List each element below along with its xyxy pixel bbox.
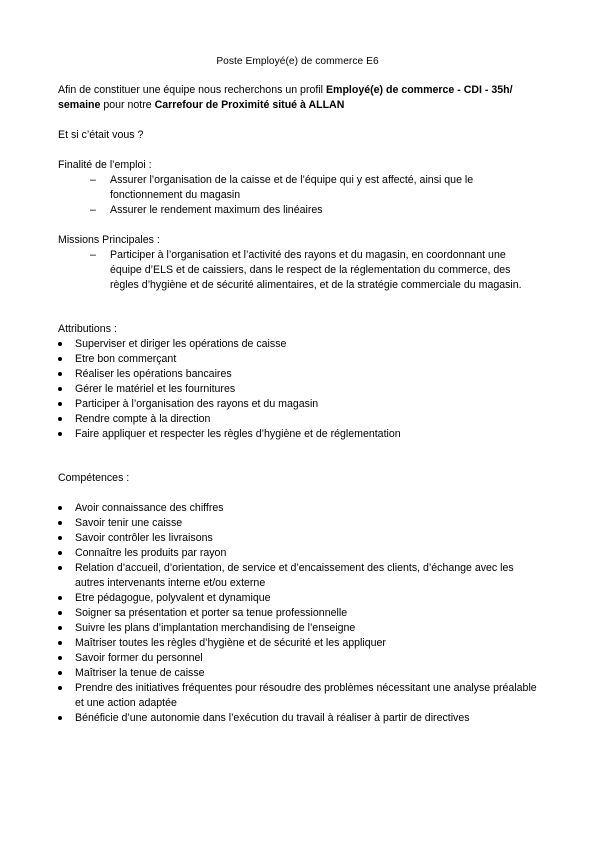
bullet-icon <box>58 596 62 600</box>
list-item-text: Savoir former du personnel <box>75 652 203 664</box>
list-item <box>58 382 538 397</box>
bullet-icon <box>58 342 62 346</box>
list-item <box>58 666 538 681</box>
list-item-text: Savoir tenir une caisse <box>75 517 183 529</box>
list-item <box>58 681 538 711</box>
list-item-text: Prendre des initiatives fréquentes pour résoudre des problèmes nécessitant une analyse préalable et une action adaptée <box>75 682 537 709</box>
list-item <box>58 531 538 546</box>
list-item <box>58 591 538 606</box>
list-item <box>58 711 538 726</box>
intro-text-1: Afin de constituer une équipe nous recherchons un profil <box>58 84 326 96</box>
list-item-text: Participer à l’organisation des rayons et du magasin <box>75 398 319 410</box>
bullet-icon <box>58 566 62 570</box>
intro-store-name: Carrefour de Proximité situé à ALLAN <box>154 99 345 111</box>
dash-marker: – <box>90 249 96 261</box>
bullet-icon <box>58 686 62 690</box>
intro-paragraph <box>58 83 538 113</box>
list-item-text: Maîtriser toutes les règles d’hygiène et de sécurité et les appliquer <box>75 637 386 649</box>
question-line: Et si c’était vous ? <box>58 129 144 141</box>
list-item-text: Maîtriser la tenue de caisse <box>75 667 205 679</box>
bullet-icon <box>58 387 62 391</box>
bullet-icon <box>58 656 62 660</box>
list-item-text: Soigner sa présentation et porter sa tenue professionnelle <box>75 607 348 619</box>
finalite-item-text: Assurer l’organisation de la caisse et de l’équipe qui y est affecté, ainsi que le fonctionnement du magasin <box>110 174 474 201</box>
list-item-text: Etre bon commerçant <box>75 353 177 365</box>
list-item <box>58 501 538 516</box>
list-item-text: Connaître les produits par rayon <box>75 547 227 559</box>
competences-heading: Compétences : <box>58 472 130 484</box>
list-item-text: Savoir contrôler les livraisons <box>75 532 213 544</box>
list-item <box>58 397 538 412</box>
list-item <box>58 651 538 666</box>
bullet-icon <box>58 417 62 421</box>
list-item-text: Etre pédagogue, polyvalent et dynamique <box>75 592 271 604</box>
competences-list <box>58 501 538 726</box>
bullet-icon <box>58 506 62 510</box>
list-item <box>58 621 538 636</box>
bullet-icon <box>58 626 62 630</box>
bullet-icon <box>58 551 62 555</box>
bullet-icon <box>58 641 62 645</box>
list-item <box>58 516 538 531</box>
finalite-heading: Finalité de l’emploi : <box>58 159 152 171</box>
list-item-text: Suivre les plans d’implantation merchandising de l’enseigne <box>75 622 356 634</box>
intro-job-title: Employé(e) de commerce - CDI - 35h/ semaine <box>58 84 513 111</box>
list-item-text: Gérer le matériel et les fournitures <box>75 383 236 395</box>
finalite-item-text: Assurer le rendement maximum des linéaires <box>110 204 323 216</box>
list-item <box>58 636 538 651</box>
bullet-icon <box>58 372 62 376</box>
page-title: Poste Employé(e) de commerce E6 <box>216 56 379 67</box>
list-item <box>58 412 538 427</box>
list-item-text: Superviser et diriger les opérations de caisse <box>75 338 287 350</box>
list-item <box>58 337 538 352</box>
list-item-text: Réaliser les opérations bancaires <box>75 368 232 380</box>
attributions-list <box>58 337 538 442</box>
list-item <box>58 352 538 367</box>
bullet-icon <box>58 671 62 675</box>
attributions-heading: Attributions : <box>58 323 117 335</box>
bullet-icon <box>58 611 62 615</box>
list-item <box>58 606 538 621</box>
list-item <box>58 561 538 591</box>
bullet-icon <box>58 521 62 525</box>
list-item <box>58 427 538 442</box>
bullet-icon <box>58 536 62 540</box>
list-item-text: Faire appliquer et respecter les règles d’hygiène et de réglementation <box>75 428 401 440</box>
list-item-text: Rendre compte à la direction <box>75 413 211 425</box>
bullet-icon <box>58 716 62 720</box>
list-item-text: Avoir connaissance des chiffres <box>75 502 224 514</box>
list-item-text: Relation d’accueil, d’orientation, de service et d’encaissement des clients, d’échange avec les autres intervenants interne et/ou externe <box>75 562 514 589</box>
intro-text-2: pour notre <box>100 99 155 111</box>
list-item <box>58 367 538 382</box>
bullet-icon <box>58 357 62 361</box>
missions-heading: Missions Principales : <box>58 234 160 246</box>
list-item <box>58 546 538 561</box>
list-item-text: Bénéficie d’une autonomie dans l’exécution du travail à réaliser à partir de directives <box>75 712 470 724</box>
bullet-icon <box>58 402 62 406</box>
missions-item-text: Participer à l’organisation et l’activité des rayons et du magasin, en coordonnant une équipe d’ELS et de caissiers, dans le respect de la réglementation du commerce, des règles d’hygiène et de sécurité alimentaires, et de la stratégie commerciale du magasin. <box>110 249 522 291</box>
dash-marker: – <box>90 204 96 216</box>
bullet-icon <box>58 432 62 436</box>
dash-marker: – <box>90 174 96 186</box>
